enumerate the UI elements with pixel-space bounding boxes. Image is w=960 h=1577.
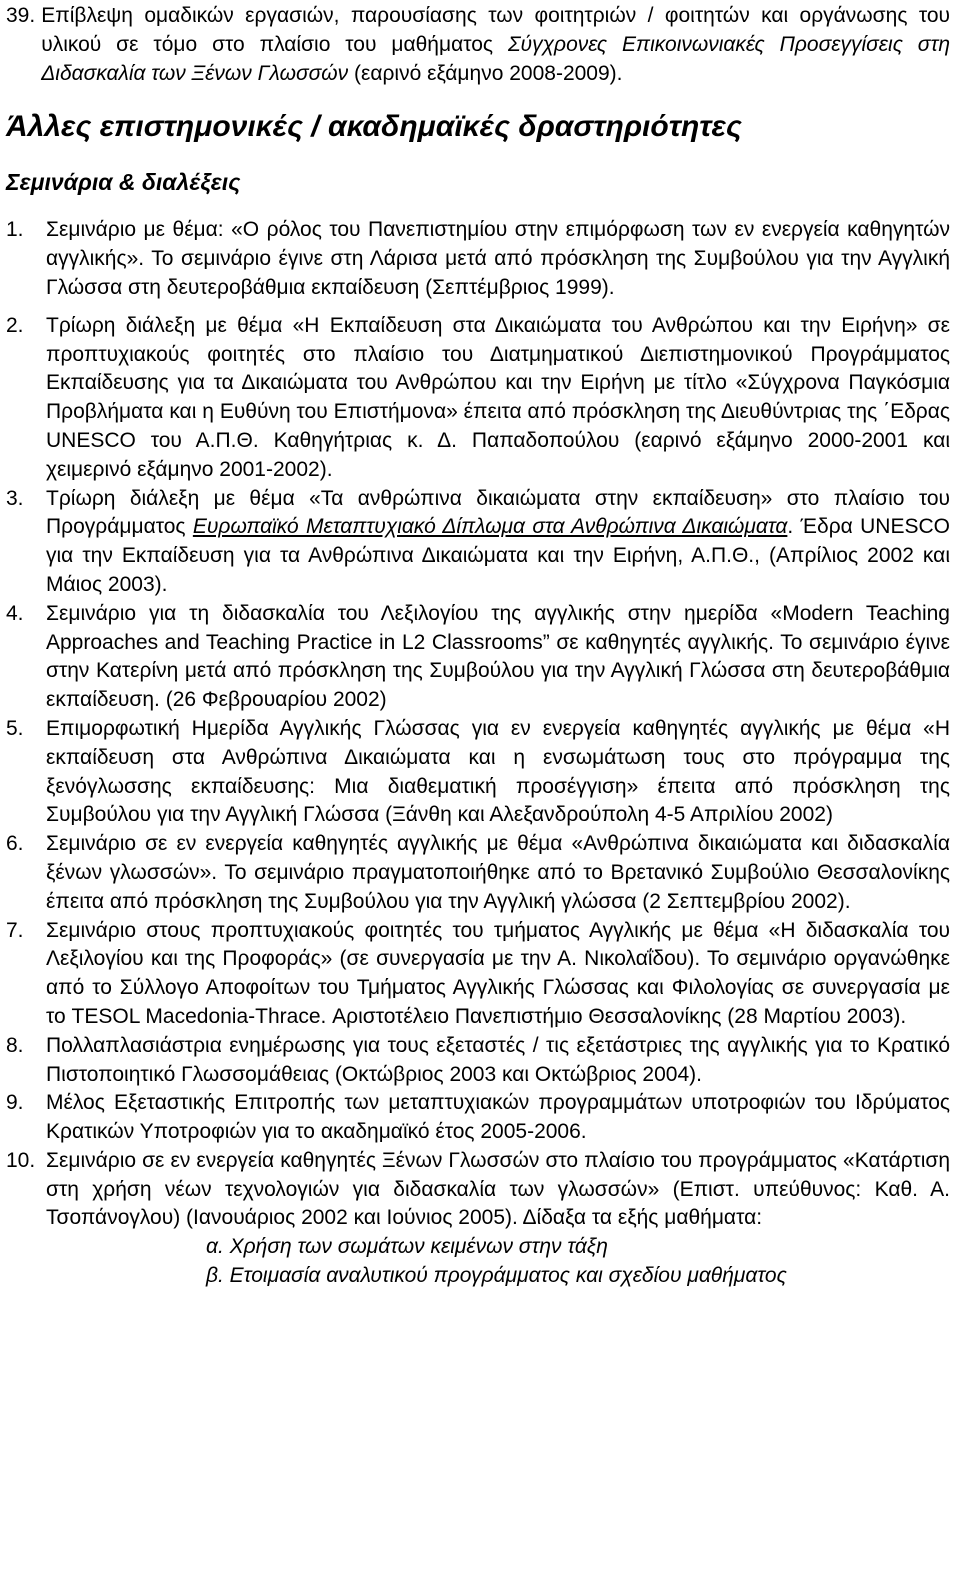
list-item-9 (6, 1089, 950, 1147)
list-item-5 (6, 715, 950, 830)
list-item-7 (6, 917, 950, 1032)
item-text-start: Επίβλεψη ομαδικών εργασιών, παρουσίασης των φοιτητριών / φοιτητών και οργάνωσης του υλικού σε τόμο στο πλαίσιο του μαθήματος (41, 4, 950, 56)
item-number: 3. (6, 486, 24, 510)
subsection-heading: Σεμινάρια & διαλέξεις (6, 169, 241, 196)
item-number: 9. (6, 1091, 24, 1115)
item-text: Σεμινάριο στους προπτυχιακούς φοιτητές του τμήματος Αγγλικής με θέμα «Η διδασκαλία του Λεξιλογίου και της Προφοράς» (σε συνεργασία με την Α. Νικολαΐδου). Το σεμινάριο οργανώθηκε από το Σύλλογο Αποφοίτων του Τμήματος Αγγλικής Γλώσσας και Φιλολογίας σε συνεργασία με το TESOL Macedonia-Thrace. Αριστοτέλειο Πανεπιστήμιο Θεσσαλονίκης (28 Μαρτίου 2003). (46, 918, 950, 1028)
item-text: Επιμορφωτική Ημερίδα Αγγλικής Γλώσσας για εν ενεργεία καθηγητές αγγλικής με θέμα «Η εκπαίδευση στα Ανθρώπινα Δικαιώματα και η ενσωμάτωση τους στο πρόγραμμα της ξενόγλωσσης εκπαίδευσης: Μια διαθεματική προσέγγιση» έπειτα από πρόσκληση της Συμβούλου για την Αγγλική Γλώσσα (Ξάνθη και Αλεξανδρούπολη 4-5 Απριλίου 2002) (46, 716, 950, 827)
item-text: Σεμινάριο με θέμα: «Ο ρόλος του Πανεπιστημίου στην επιμόρφωση των εν ενεργεία καθηγητών αγγλικής». Το σεμινάριο έγινε στη Λάρισα μετά από πρόσκληση της Συμβούλου για την Αγγλική Γλώσσα στη δευτεροβάθμια εκπαίδευση (Σεπτέμβριος 1999). (46, 218, 950, 299)
item-text: Μέλος Εξεταστικής Επιτροπής των μεταπτυχιακών προγραμμάτων υποτροφιών του Ιδρύματος Κρατικών Υποτροφιών για το ακαδημαϊκό έτος 2005-2006. (46, 1091, 950, 1144)
list-item-39 (6, 2, 950, 88)
item-text: Σεμινάριο για τη διδασκαλία του Λεξιλογίου της αγγλικής στην ημερίδα «Modern Teaching Approaches and Teaching Practice in L2 Classrooms” σε καθηγητές αγγλικής. Το σεμινάριο έγινε στην Κατερίνη μετά από πρόσκληση της Συμβούλου για την Αγγλική Γλώσσα στη δευτεροβάθμια εκπαίδευση. (26 Φεβρουαρίου 2002) (46, 601, 950, 712)
course-title: Σύγχρονες Επικοινωνιακές Προσεγγίσεις στη Διδασκαλία των Ξένων Γλωσσών (41, 32, 950, 85)
seminars-list (6, 216, 950, 1290)
list-item-3 (6, 485, 950, 600)
item-number: 7. (6, 918, 24, 942)
list-item-2 (6, 312, 950, 485)
item-number: 2. (6, 313, 24, 337)
item-text: Πολλαπλασιάστρια ενημέρωσης για τους εξεταστές / τις εξετάστριες της αγγλικής για το Κρατικό Πιστοποιητικό Γλωσσομάθειας (Οκτώβριος 2003 και Οκτώβριος 2004). (46, 1033, 950, 1086)
item-text: Σεμινάριο σε εν ενεργεία καθηγητές αγγλικής με θέμα «Ανθρώπινα δικαιώματα και διδασκαλία ξένων γλωσσών». Το σεμινάριο πραγματοποιήθηκε από το Βρετανικό Συμβούλιο Θεσσαλονίκης έπειτα από πρόσκληση της Συμβούλου για την Αγγλική γλώσσα (2 Σεπτεμβρίου 2002). (46, 832, 950, 913)
list-item-4 (6, 600, 950, 715)
item-text-end: (εαρινό εξάμηνο 2008-2009). (348, 61, 623, 85)
item-number: 10. (6, 1148, 36, 1172)
item-number: 1. (6, 218, 24, 242)
item-text (46, 485, 950, 600)
list-item-8 (6, 1032, 950, 1090)
item-text (35, 2, 950, 88)
item-text-start: Τρίωρη διάλεξη με θέμα «Τα ανθρώπινα δικαιώματα στην εκπαίδευση» στο πλαίσιο του Προγράμματος (46, 486, 950, 539)
list-item-6 (6, 830, 950, 916)
course-line-b: β. Ετοιμασία αναλυτικού προγράμματος και σχεδίου μαθήματος (206, 1264, 787, 1288)
courses-taught-list (6, 1233, 950, 1291)
programme-title: Ευρωπαϊκό Μεταπτυχιακό Δίπλωμα στα Ανθρώπινα Δικαιώματα (192, 515, 788, 539)
course-line-a: α. Χρήση των σωμάτων κειμένων στην τάξη (206, 1235, 608, 1259)
item-number: 39. (6, 4, 36, 27)
section-heading: Άλλες επιστημονικές / ακαδημαϊκές δραστηριότητες (6, 110, 742, 144)
item-number: 5. (6, 716, 24, 740)
item-text: Τρίωρη διάλεξη με θέμα «Η Εκπαίδευση στα Δικαιώματα του Ανθρώπου και την Ειρήνη» σε προπτυχιακούς φοιτητές στο πλαίσιο του Διατμηματικού Διεπιστημονικού Προγράμματος Εκπαίδευσης για τα Δικαιώματα του Ανθρώπου και την Ειρήνη με τίτλο «Σύγχρονα Παγκόσμια Προβλήματα και η Ευθύνη του Επιστήμονα» έπειτα από πρόσκληση της Διευθύντριας της ΄Εδρας UNESCO του Α.Π.Θ. Καθηγήτριας κ. Δ. Παπαδοπούλου (εαρινό εξάμηνο 2000-2001 και χειμερινό εξάμηνο 2001-2002). (46, 313, 950, 481)
list-item-1 (6, 216, 950, 302)
item-text: Σεμινάριο σε εν ενεργεία καθηγητές Ξένων Γλωσσών στο πλαίσιο του προγράμματος «Κατάρτιση στη χρήση νέων τεχνολογιών για διδασκαλία των γλωσσών» (Επιστ. υπεύθυνος: Καθ. Α. Τσοπάνογλου) (Ιανουάριος 2002 και Ιούνιος 2005). Δίδαξα τα εξής μαθήματα: (46, 1148, 950, 1230)
item-text-end: . Έδρα UNESCO για την Εκπαίδευση για τα Ανθρώπινα Δικαιώματα και την Ειρήνη, Α.Π.Θ., (Απρίλιος 2002 και Μάιος 2003). (46, 515, 950, 596)
list-item-10 (6, 1147, 950, 1233)
item-number: 4. (6, 601, 24, 625)
item-number: 8. (6, 1033, 24, 1057)
item-number: 6. (6, 832, 24, 856)
